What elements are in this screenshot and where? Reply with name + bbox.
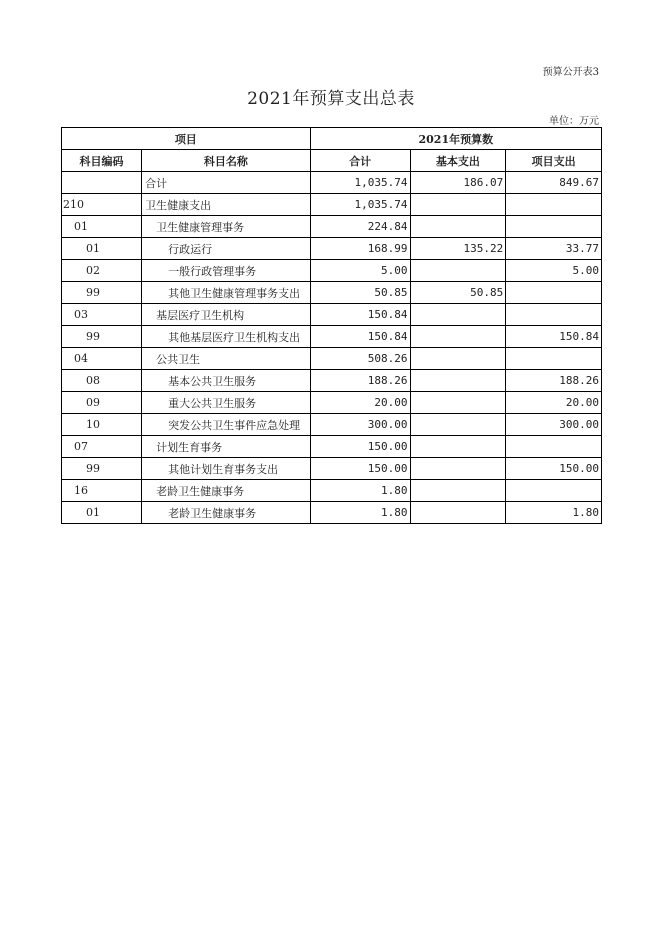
cell-basic — [410, 370, 506, 392]
table-row — [62, 282, 602, 304]
cell-total: 50.85 — [310, 282, 410, 304]
cell-name: 基本公共卫生服务 — [142, 370, 311, 392]
cell-total: 188.26 — [310, 370, 410, 392]
table-row — [62, 392, 602, 414]
cell-code: 99 — [62, 326, 142, 348]
cell-basic — [410, 458, 506, 480]
cell-basic — [410, 348, 506, 370]
cell-code: 08 — [62, 370, 142, 392]
cell-name: 行政运行 — [142, 238, 311, 260]
table-row — [62, 238, 602, 260]
header-basic: 基本支出 — [410, 150, 506, 172]
header-project: 项目支出 — [506, 150, 602, 172]
cell-code: 04 — [62, 348, 142, 370]
header-total: 合计 — [310, 150, 410, 172]
cell-total: 508.26 — [310, 348, 410, 370]
table-row — [62, 502, 602, 524]
header-row-1 — [62, 128, 602, 150]
table-row — [62, 326, 602, 348]
cell-total: 1.80 — [310, 480, 410, 502]
header-budget-year: 2021年预算数 — [310, 128, 601, 150]
header-row-2 — [62, 150, 602, 172]
table-row — [62, 304, 602, 326]
cell-code: 02 — [62, 260, 142, 282]
cell-name: 老龄卫生健康事务 — [142, 502, 311, 524]
table-row — [62, 216, 602, 238]
cell-basic — [410, 414, 506, 436]
budget-table — [61, 127, 602, 524]
cell-project: 849.67 — [506, 172, 602, 194]
header-code: 科目编码 — [62, 150, 142, 172]
cell-name: 卫生健康支出 — [142, 194, 311, 216]
header-name: 科目名称 — [142, 150, 311, 172]
page-title: 2021年预算支出总表 — [247, 89, 415, 109]
cell-name: 其他基层医疗卫生机构支出 — [142, 326, 311, 348]
table-row — [62, 370, 602, 392]
cell-basic — [410, 480, 506, 502]
cell-code: 99 — [62, 458, 142, 480]
header-item: 项目 — [62, 128, 311, 150]
cell-basic — [410, 392, 506, 414]
form-number: 预算公开表3 — [542, 67, 599, 78]
cell-basic: 186.07 — [410, 172, 506, 194]
table-row — [62, 348, 602, 370]
cell-code: 16 — [62, 480, 142, 502]
cell-project: 33.77 — [506, 238, 602, 260]
cell-project: 1.80 — [506, 502, 602, 524]
cell-name: 老龄卫生健康事务 — [142, 480, 311, 502]
cell-total: 150.00 — [310, 436, 410, 458]
cell-code: 09 — [62, 392, 142, 414]
cell-basic — [410, 260, 506, 282]
table-row — [62, 414, 602, 436]
cell-code: 99 — [62, 282, 142, 304]
cell-code: 210 — [62, 194, 142, 216]
cell-basic: 135.22 — [410, 238, 506, 260]
cell-total: 1,035.74 — [310, 194, 410, 216]
cell-project: 5.00 — [506, 260, 602, 282]
table-row — [62, 260, 602, 282]
table-row — [62, 172, 602, 194]
cell-total: 168.99 — [310, 238, 410, 260]
cell-code: 03 — [62, 304, 142, 326]
cell-total: 150.84 — [310, 326, 410, 348]
cell-name: 公共卫生 — [142, 348, 311, 370]
cell-total: 20.00 — [310, 392, 410, 414]
cell-project — [506, 282, 602, 304]
cell-basic — [410, 194, 506, 216]
cell-basic — [410, 304, 506, 326]
cell-project — [506, 480, 602, 502]
cell-project: 150.84 — [506, 326, 602, 348]
cell-code — [62, 172, 142, 194]
cell-project — [506, 304, 602, 326]
cell-name: 卫生健康管理事务 — [142, 216, 311, 238]
table-row — [62, 436, 602, 458]
cell-code: 01 — [62, 216, 142, 238]
cell-basic — [410, 436, 506, 458]
cell-project — [506, 436, 602, 458]
cell-total: 1,035.74 — [310, 172, 410, 194]
cell-total: 300.00 — [310, 414, 410, 436]
cell-code: 01 — [62, 502, 142, 524]
table-row — [62, 194, 602, 216]
cell-total: 1.80 — [310, 502, 410, 524]
cell-name: 其他卫生健康管理事务支出 — [142, 282, 311, 304]
table-row — [62, 480, 602, 502]
cell-total: 224.84 — [310, 216, 410, 238]
cell-name: 计划生育事务 — [142, 436, 311, 458]
cell-project — [506, 348, 602, 370]
cell-total: 5.00 — [310, 260, 410, 282]
cell-basic: 50.85 — [410, 282, 506, 304]
cell-total: 150.84 — [310, 304, 410, 326]
cell-name: 其他计划生育事务支出 — [142, 458, 311, 480]
cell-name: 基层医疗卫生机构 — [142, 304, 311, 326]
cell-name: 重大公共卫生服务 — [142, 392, 311, 414]
cell-basic — [410, 326, 506, 348]
cell-code: 07 — [62, 436, 142, 458]
cell-name: 一般行政管理事务 — [142, 260, 311, 282]
cell-project: 150.00 — [506, 458, 602, 480]
cell-project — [506, 194, 602, 216]
cell-name: 合计 — [142, 172, 311, 194]
cell-name: 突发公共卫生事件应急处理 — [142, 414, 311, 436]
unit-label: 单位：万元 — [549, 116, 599, 127]
cell-basic — [410, 502, 506, 524]
cell-project: 20.00 — [506, 392, 602, 414]
cell-project: 188.26 — [506, 370, 602, 392]
cell-code: 01 — [62, 238, 142, 260]
cell-code: 10 — [62, 414, 142, 436]
table-row — [62, 458, 602, 480]
cell-project: 300.00 — [506, 414, 602, 436]
cell-total: 150.00 — [310, 458, 410, 480]
cell-project — [506, 216, 602, 238]
cell-basic — [410, 216, 506, 238]
